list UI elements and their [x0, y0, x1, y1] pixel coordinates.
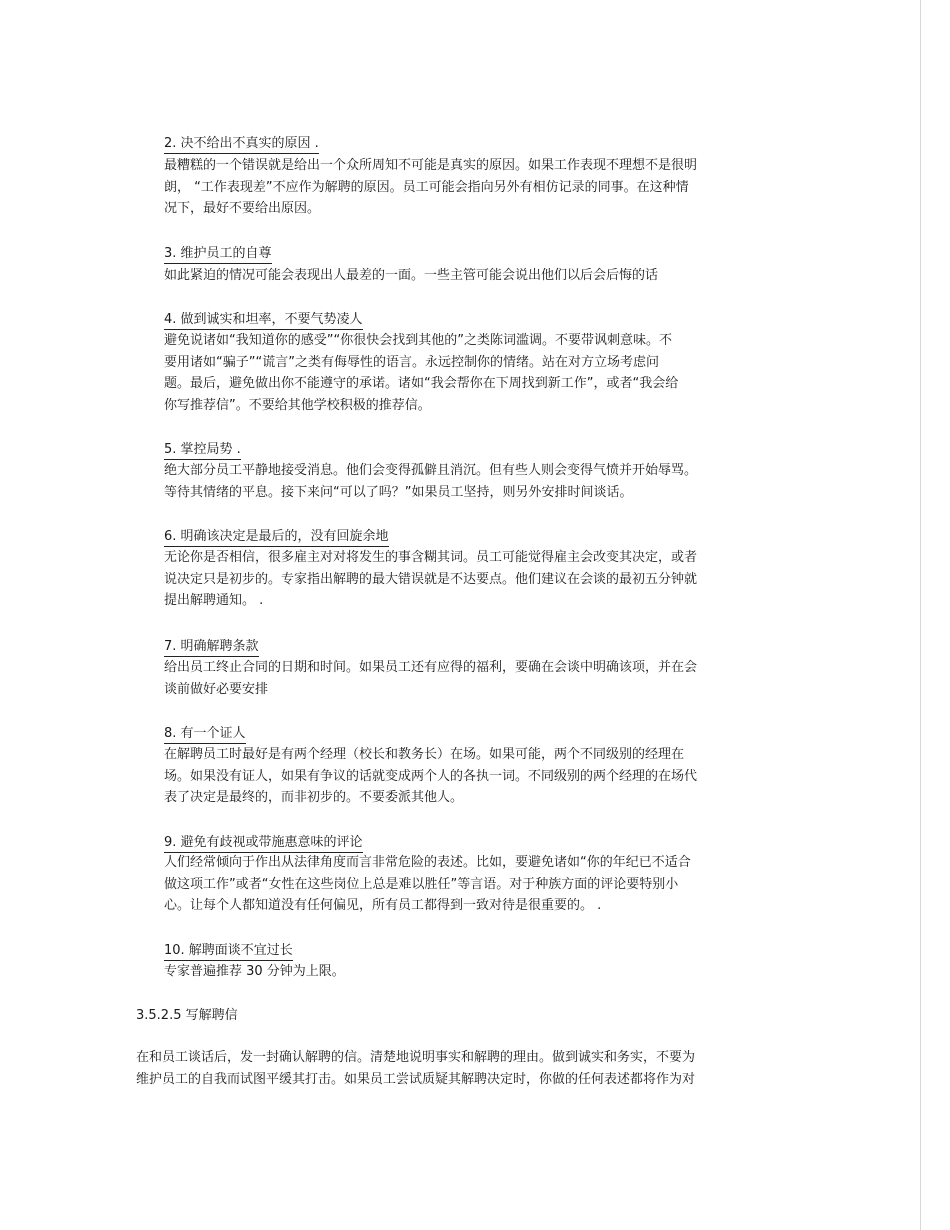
section-5-body: 绝大部分员工平静地接受消息。他们会变得孤僻且消沉。但有些人则会变得气愤并开始辱骂。 等待其情绪的平息。接下来问“可以了吗？”如果员工坚持，则另外安排时间谈话。	[164, 463, 698, 500]
subsection-body: 在和员工谈话后，发一封确认解聘的信。清楚地说明事实和解聘的理由。做到诚实和务实，不要为 维护员工的自我而试图平缓其打击。如果员工尝试质疑其解聘决定时，你做的任何表述都将作为对	[136, 1050, 696, 1087]
section-10-heading: 10. 解聘面谈不宜过长	[164, 942, 293, 961]
section-2-heading: 2. 决不给出不真实的原因 .	[164, 135, 319, 154]
section-3-body: 如此紧迫的情况可能会表现出人最差的一面。一些主管可能会说出他们以后会后悔的话	[164, 268, 659, 283]
section-4-heading: 4. 做到诚实和坦率，不要气势凌人	[164, 311, 363, 330]
section-3-heading: 3. 维护员工的自尊	[164, 245, 272, 264]
section-7-body: 给出员工终止合同的日期和时间。如果员工还有应得的福利，要确在会谈中明确该项，并在会 谈前做好必要安排	[164, 660, 698, 697]
section-9-body: 人们经常倾向于作出从法律角度而言非常危险的表述。比如，要避免诸如“你的年纪已不适合 做这项工作”或者“女性在这些岗位上总是难以胜任”等言语。对于种族方面的评论要特别小 心。让每个人都知道没有任何偏见，所有员工都得到一致对待是很重要的。 .	[164, 855, 691, 914]
section-9-heading: 9. 避免有歧视或带施惠意味的评论	[164, 834, 363, 853]
page-edge-divider	[920, 0, 921, 1230]
section-4-body: 避免说诸如“我知道你的感受”“你很快会找到其他的”之类陈词滥调。不要带讽刺意味。不 要用诸如“骗子”“谎言”之类有侮辱性的语言。永远控制你的情绪。站在对方立场考虑问 题。最后，避免做出你不能遵守的承诺。诸如“我会帮你在下周找到新工作”，或者“我会给 你写推荐信”。不要给其他学校积极的推荐信。	[164, 333, 679, 414]
section-8-heading: 8. 有一个证人	[164, 725, 246, 744]
subsection-heading: 3.5.2.5 写解聘信	[136, 1008, 238, 1023]
section-6-body: 无论你是否相信，很多雇主对对将发生的事含糊其词。员工可能觉得雇主会改变其决定，或者 说决定只是初步的。专家指出解聘的最大错误就是不达要点。他们建议在会谈的最初五分钟就 提出解聘通知。 .	[164, 550, 698, 609]
section-6-heading: 6. 明确该决定是最后的，没有回旋余地	[164, 528, 389, 547]
section-5-heading: 5. 掌控局势 .	[164, 441, 241, 460]
section-10-body: 专家普遍推荐 30 分钟为上限。	[164, 964, 345, 979]
section-7-heading: 7. 明确解聘条款	[164, 638, 259, 657]
section-8-body: 在解聘员工时最好是有两个经理（校长和教务长）在场。如果可能，两个不同级别的经理在 场。如果没有证人，如果有争议的话就变成两个人的各执一词。不同级别的两个经理的在场代 表了决定是最终的，而非初步的。不要委派其他人。	[164, 747, 698, 806]
section-2-body: 最糟糕的一个错误就是给出一个众所周知不可能是真实的原因。如果工作表现不理想不是很明 朗， “工作表现差”不应作为解聘的原因。员工可能会指向另外有相仿记录的同事。在这种情 况下，最好不要给出原因。	[164, 158, 698, 217]
